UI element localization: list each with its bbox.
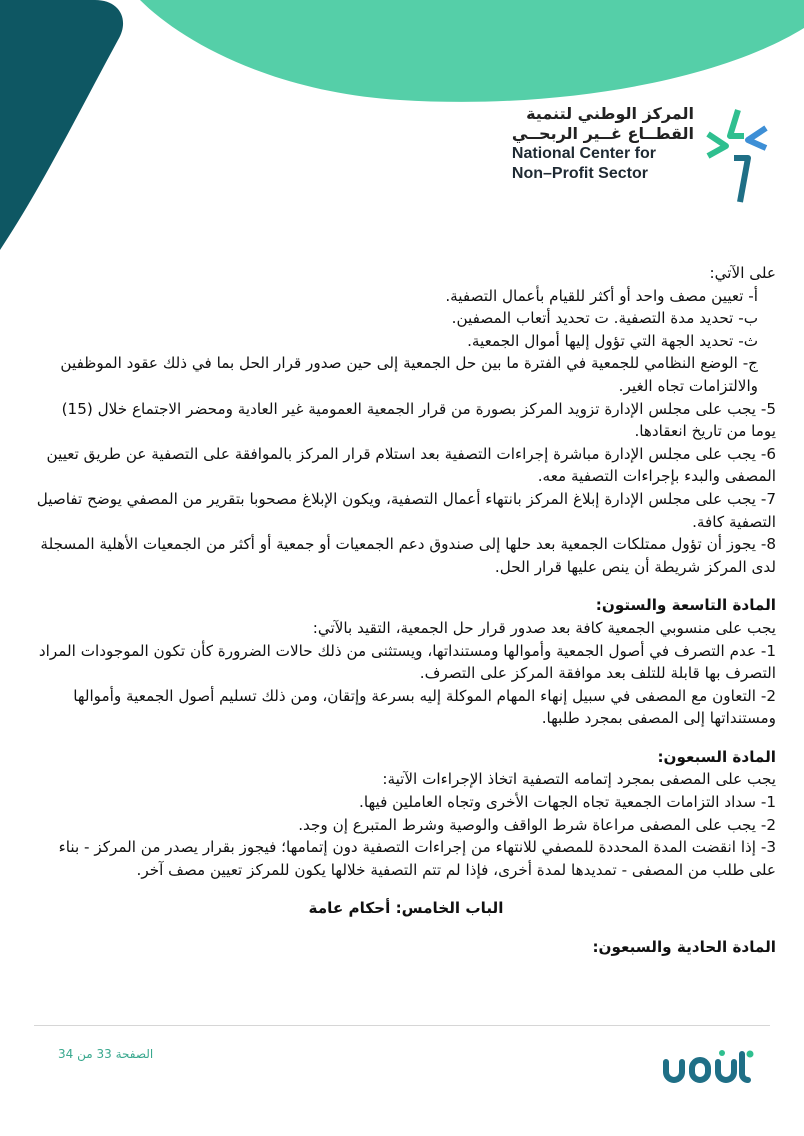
logo-arabic-line-2: القطــاع غــير الربحــي	[511, 124, 694, 143]
article-heading: المادة السبعون:	[657, 747, 776, 766]
logo-english-line-2: Non–Profit Sector	[511, 165, 648, 182]
mint-swoosh-shape	[140, 0, 804, 102]
numbered-item: 1- سداد التزامات الجمعية تجاه الجهات الأخرى وتجاه العاملين فيها.	[359, 793, 776, 812]
list-item: ث- تحديد الجهة التي تؤول إليها أموال الجمعية.	[467, 331, 758, 350]
numbered-item: 8- يجوز أن تؤول ممتلكات الجمعية بعد حلها إلى صندوق دعم الجمعيات أو جمعية أو أكثر من الجمعيات الأهلية المسجلة لدى المركز شريطة أن ينص عليها قرار الحل.	[40, 535, 776, 576]
article-heading: المادة الحادية والسبعون:	[592, 938, 776, 957]
spacer	[36, 920, 776, 936]
footer-divider	[34, 1025, 770, 1026]
numbered-item: 7- يجب على مجلس الإدارة إبلاغ المركز بانتهاء أعمال التصفية، ويكون الإبلاغ مصحوبا بتقرير من المصفي يوضح تفاصيل التصفية كافة.	[36, 489, 776, 531]
teal-corner-shape	[0, 0, 123, 250]
logo-text-block	[512, 104, 694, 184]
numbered-item: 6- يجب على مجلس الإدارة مباشرة إجراءات التصفية بعد استلام قرار المركز بالموافقة على التصفية عن طريق تعيين المصفى والبدء بإجراءات التصفية معه.	[46, 444, 776, 486]
spacer	[36, 881, 776, 897]
organization-logo	[504, 104, 774, 208]
paragraph: يجب على المصفى بمجرد إتمامه التصفية اتخاذ الإجراءات الآتية:	[382, 770, 776, 789]
document-body	[36, 262, 776, 959]
list-item: ب- تحديد مدة التصفية. ت تحديد أتعاب المصفين.	[451, 309, 758, 328]
brand-logo-icon	[660, 1048, 760, 1088]
numbered-item: 3- إذا انقضت المدة المحددة للمصفي للانتهاء من إجراءات التصفية دون إتمامها؛ فيجوز بقرار يصدر من المركز - بناء على طلب من المصفى - تمديدها لمدة أخرى، فإذا لم تتم التصفية خلالها يكون للمركز تعيين مصف آخر.	[58, 838, 776, 879]
intro-line: على الآتي:	[709, 264, 776, 282]
list-item: أ- تعيين مصف واحد أو أكثر للقيام بأعمال التصفية.	[445, 286, 758, 305]
page-number: الصفحة 33 من 34	[58, 1047, 154, 1061]
spacer	[36, 578, 776, 594]
numbered-item: 2- التعاون مع المصفى في سبيل إنهاء المهام الموكلة إليه بسرعة وإتقان، ومن ذلك تسليم أصول الجمعية وأموالها ومستنداتها إلى المصفى بمجرد طلبها.	[73, 686, 776, 728]
logo-arabic-line-1: المركز الوطني لتنمية	[526, 104, 694, 123]
numbered-item: 2- يجب على المصفى مراعاة شرط الواقف والوصية وشرط المتبرع إن وجد.	[298, 815, 776, 834]
chapter-heading: الباب الخامس: أحكام عامة	[308, 899, 504, 918]
logo-english-line-1: National Center for	[511, 145, 656, 162]
logo-mark-icon	[704, 106, 774, 206]
spacer	[36, 730, 776, 746]
numbered-item: 5- يجب على مجلس الإدارة تزويد المركز بصورة من قرار الجمعية العمومية غير العادية ومحضر الاجتماع خلال (15) يوما من تاريخ انعقادها.	[61, 399, 776, 441]
numbered-item: 1- عدم التصرف في أصول الجمعية وأموالها ومستنداتها، ويستثنى من ذلك حالات الضرورة كأن تكون الموجودات المراد التصرف بها قابلة للتلف بعد موافقة المركز على التصرف.	[38, 641, 776, 683]
paragraph: يجب على منسوبي الجمعية كافة بعد صدور قرار حل الجمعية، التقيد بالآتي:	[312, 618, 776, 637]
list-item: ج- الوضع النظامي للجمعية في الفترة ما بين حل الجمعية إلى حين صدور قرار الحل بما في ذلك عقود الموظفين والالتزامات تجاه الغير.	[60, 354, 758, 395]
article-heading: المادة التاسعة والستون:	[595, 596, 776, 615]
